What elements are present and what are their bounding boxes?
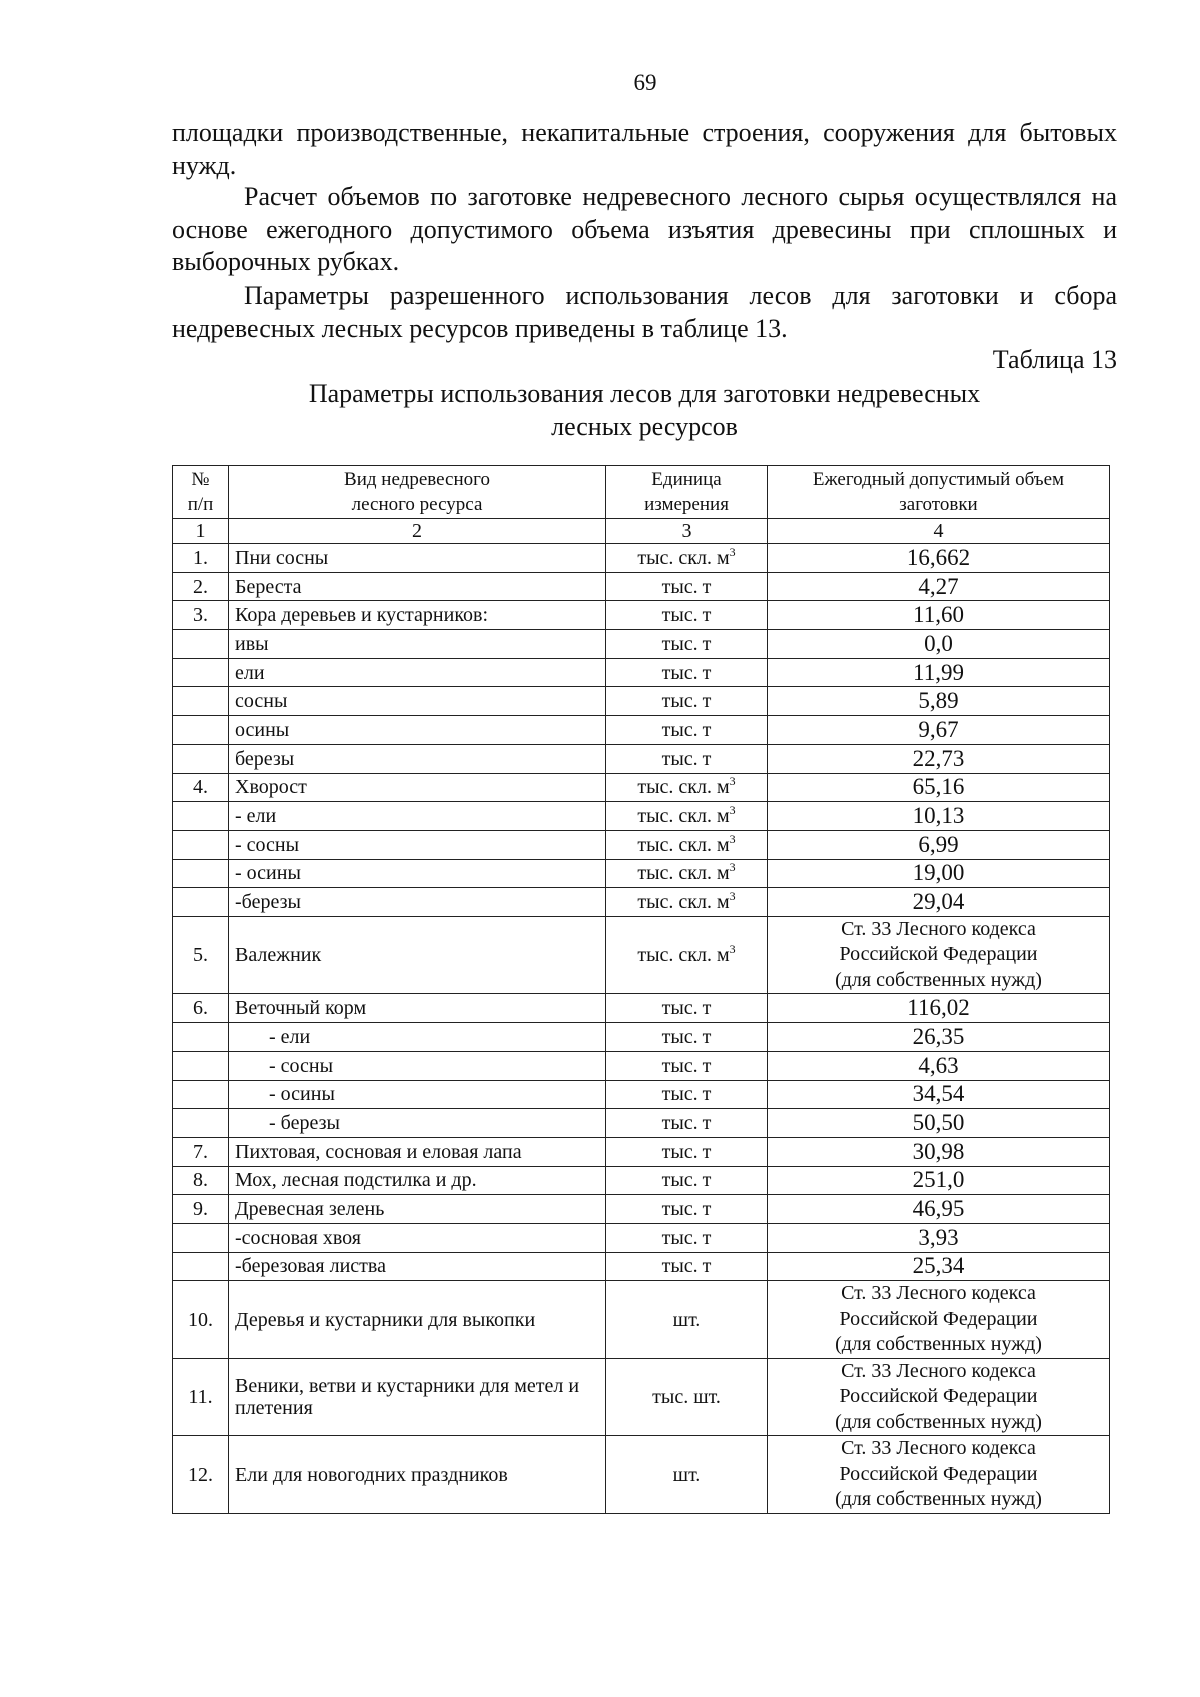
resource-name: - осины	[229, 1080, 606, 1109]
header-resource-type	[229, 466, 606, 519]
unit-cell	[606, 1281, 768, 1359]
column-number-row	[173, 519, 1110, 544]
annual-volume: 4,63	[768, 1051, 1110, 1080]
resource-name: Веточный корм	[229, 994, 606, 1023]
header-unit-line-1: Единица	[651, 469, 722, 490]
table-row	[173, 830, 1110, 859]
unit-cell	[606, 859, 768, 888]
unit-cell	[606, 1137, 768, 1166]
annual-volume: 26,35	[768, 1023, 1110, 1052]
resource-name: Кора деревьев и кустарников:	[229, 601, 606, 630]
page-number: 69	[633, 70, 657, 95]
volume-note	[768, 916, 1110, 994]
resource-name: Деревья и кустарники для выкопки	[229, 1281, 606, 1359]
row-number	[173, 630, 229, 659]
row-number: 2.	[173, 572, 229, 601]
header-annual-volume	[768, 466, 1110, 519]
row-number	[173, 802, 229, 831]
row-number: 8.	[173, 1166, 229, 1195]
row-number: 6.	[173, 994, 229, 1023]
column-number: 3	[606, 519, 768, 544]
unit-cell	[606, 687, 768, 716]
unit-cell	[606, 916, 768, 994]
annual-volume: 3,93	[768, 1223, 1110, 1252]
unit-text: тыс. т	[661, 604, 712, 627]
table-row	[173, 687, 1110, 716]
unit-cell	[606, 773, 768, 802]
note-line: Ст. 33 Лесного кодекса	[841, 1282, 1036, 1305]
table-row	[173, 1023, 1110, 1052]
table-title-line-2: лесных ресурсов	[551, 411, 738, 441]
table-row	[173, 802, 1110, 831]
unit-text: тыс. скл. м	[637, 805, 730, 828]
header-resource-line-1: Вид недревесного	[344, 469, 490, 490]
table-row	[173, 716, 1110, 745]
row-number	[173, 716, 229, 745]
unit-cell	[606, 1436, 768, 1514]
table-row	[173, 1109, 1110, 1138]
annual-volume: 22,73	[768, 744, 1110, 773]
table-row	[173, 888, 1110, 917]
resource-name: ивы	[229, 630, 606, 659]
note-line: (для собственных нужд)	[835, 1333, 1042, 1356]
annual-volume: 29,04	[768, 888, 1110, 917]
table-row	[173, 859, 1110, 888]
unit-text: тыс. скл. м	[637, 776, 730, 799]
table-row	[173, 1080, 1110, 1109]
unit-cell	[606, 994, 768, 1023]
unit-text: тыс. т	[661, 1140, 712, 1163]
unit-text: тыс. т	[661, 661, 712, 684]
unit-cell	[606, 1195, 768, 1224]
table-row	[173, 1137, 1110, 1166]
row-number	[173, 1223, 229, 1252]
annual-volume: 10,13	[768, 802, 1110, 831]
table-title	[172, 378, 1117, 443]
table-label: Таблица 13	[992, 345, 1117, 374]
table-row	[173, 744, 1110, 773]
resource-name: Древесная зелень	[229, 1195, 606, 1224]
unit-cell	[606, 1080, 768, 1109]
row-number: 12.	[173, 1436, 229, 1514]
annual-volume: 5,89	[768, 687, 1110, 716]
annual-volume: 6,99	[768, 830, 1110, 859]
table-row	[173, 572, 1110, 601]
row-number	[173, 658, 229, 687]
table-row	[173, 773, 1110, 802]
note-line: Ст. 33 Лесного кодекса	[841, 917, 1036, 940]
table-row	[173, 601, 1110, 630]
table-row	[173, 1223, 1110, 1252]
cube-superscript: 3	[729, 774, 736, 789]
annual-volume: 251,0	[768, 1166, 1110, 1195]
row-number	[173, 1051, 229, 1080]
header-number-line-1: №	[191, 469, 210, 490]
unit-cell	[606, 1166, 768, 1195]
unit-text: тыс. скл. м	[637, 891, 730, 914]
table-row	[173, 994, 1110, 1023]
note-line: Российской Федерации	[839, 943, 1038, 966]
resource-name: -березовая листва	[229, 1252, 606, 1281]
annual-volume: 116,02	[768, 994, 1110, 1023]
resource-name: сосны	[229, 687, 606, 716]
table-row	[173, 1436, 1110, 1514]
column-number: 4	[768, 519, 1110, 544]
resource-name: Валежник	[229, 916, 606, 994]
table-row	[173, 916, 1110, 994]
resource-name: -сосновая хвоя	[229, 1223, 606, 1252]
table-row	[173, 1051, 1110, 1080]
unit-cell	[606, 1051, 768, 1080]
unit-text: тыс. скл. м	[637, 944, 730, 967]
row-number: 5.	[173, 916, 229, 994]
row-number: 1.	[173, 544, 229, 573]
cube-superscript: 3	[729, 942, 736, 957]
row-number	[173, 687, 229, 716]
unit-cell	[606, 601, 768, 630]
unit-cell	[606, 1023, 768, 1052]
column-number: 1	[173, 519, 229, 544]
annual-volume: 34,54	[768, 1080, 1110, 1109]
unit-text: тыс. т	[661, 747, 712, 770]
unit-cell	[606, 1223, 768, 1252]
annual-volume: 11,60	[768, 601, 1110, 630]
row-number	[173, 1109, 229, 1138]
unit-text: тыс. т	[661, 1025, 712, 1048]
table-row	[173, 1195, 1110, 1224]
row-number	[173, 1080, 229, 1109]
table-header	[173, 466, 1110, 544]
unit-text: тыс. т	[661, 1226, 712, 1249]
unit-cell	[606, 830, 768, 859]
unit-text: тыс. скл. м	[637, 833, 730, 856]
annual-volume: 19,00	[768, 859, 1110, 888]
unit-cell	[606, 630, 768, 659]
row-number	[173, 744, 229, 773]
header-volume-line-1: Ежегодный допустимый объем	[812, 469, 1065, 490]
resource-name: - сосны	[229, 830, 606, 859]
resource-name: - ели	[229, 802, 606, 831]
unit-cell	[606, 888, 768, 917]
unit-text: шт.	[672, 1308, 701, 1331]
resource-name: - березы	[229, 1109, 606, 1138]
paragraph-3: Параметры разрешенного использования лесов для заготовки и сбора недревесных лесных ресурсов приведены в таблице 13.	[172, 281, 1117, 343]
resource-name: - осины	[229, 859, 606, 888]
resource-name: Пни сосны	[229, 544, 606, 573]
unit-text: шт.	[672, 1463, 701, 1486]
column-number: 2	[229, 519, 606, 544]
resources-table	[172, 465, 1110, 1514]
unit-cell	[606, 1252, 768, 1281]
annual-volume: 11,99	[768, 658, 1110, 687]
note-line: (для собственных нужд)	[835, 1410, 1042, 1433]
note-line: Российской Федерации	[839, 1307, 1038, 1330]
cube-superscript: 3	[729, 889, 736, 904]
header-volume-line-2: заготовки	[899, 494, 978, 515]
annual-volume: 50,50	[768, 1109, 1110, 1138]
header-unit-line-2: измерения	[644, 494, 729, 515]
resource-name: Пихтовая, сосновая и еловая лапа	[229, 1137, 606, 1166]
header-row	[173, 466, 1110, 519]
unit-text: тыс. скл. м	[637, 862, 730, 885]
unit-text: тыс. т	[661, 1054, 712, 1077]
annual-volume: 30,98	[768, 1137, 1110, 1166]
cube-superscript: 3	[729, 803, 736, 818]
unit-text: тыс. т	[661, 1169, 712, 1192]
unit-text: тыс. т	[661, 1083, 712, 1106]
row-number	[173, 1023, 229, 1052]
resource-name: Хворост	[229, 773, 606, 802]
row-number: 9.	[173, 1195, 229, 1224]
annual-volume: 0,0	[768, 630, 1110, 659]
header-number-line-2: п/п	[187, 494, 214, 515]
note-line: Ст. 33 Лесного кодекса	[841, 1359, 1036, 1382]
row-number: 4.	[173, 773, 229, 802]
header-resource-line-2: лесного ресурса	[351, 494, 483, 515]
resource-name: осины	[229, 716, 606, 745]
row-number: 7.	[173, 1137, 229, 1166]
unit-cell	[606, 544, 768, 573]
note-line: Российской Федерации	[839, 1462, 1038, 1485]
unit-text: тыс. т	[661, 632, 712, 655]
cube-superscript: 3	[729, 831, 736, 846]
annual-volume: 65,16	[768, 773, 1110, 802]
resource-name: Ели для новогодних праздников	[229, 1436, 606, 1514]
unit-cell	[606, 1358, 768, 1436]
table-row	[173, 1358, 1110, 1436]
volume-note	[768, 1281, 1110, 1359]
unit-text: тыс. т	[661, 997, 712, 1020]
unit-cell	[606, 572, 768, 601]
header-unit	[606, 466, 768, 519]
row-number: 11.	[173, 1358, 229, 1436]
note-line: Ст. 33 Лесного кодекса	[841, 1437, 1036, 1460]
row-number	[173, 1252, 229, 1281]
row-number	[173, 888, 229, 917]
unit-text: тыс. т	[661, 718, 712, 741]
note-line: Российской Федерации	[839, 1385, 1038, 1408]
unit-cell	[606, 716, 768, 745]
unit-cell	[606, 802, 768, 831]
unit-cell	[606, 744, 768, 773]
resource-name: ели	[229, 658, 606, 687]
unit-text: тыс. т	[661, 1255, 712, 1278]
unit-text: тыс. т	[661, 1112, 712, 1135]
resource-name: - ели	[229, 1023, 606, 1052]
volume-note	[768, 1358, 1110, 1436]
table-row	[173, 1252, 1110, 1281]
row-number	[173, 859, 229, 888]
resource-name: Береста	[229, 572, 606, 601]
paragraph-2: Расчет объемов по заготовке недревесного лесного сырья осуществлялся на основе ежегодного допустимого объема изъятия древесины при сплошных и выборочных рубках.	[172, 182, 1117, 276]
resource-name: Мох, лесная подстилка и др.	[229, 1166, 606, 1195]
resource-name: Веники, ветви и кустарники для метел и плетения	[229, 1358, 606, 1436]
annual-volume: 4,27	[768, 572, 1110, 601]
row-number	[173, 830, 229, 859]
resource-name: -березы	[229, 888, 606, 917]
paragraph-1: площадки производственные, некапитальные строения, сооружения для бытовых нужд.	[172, 118, 1117, 180]
note-line: (для собственных нужд)	[835, 968, 1042, 991]
table-body	[173, 544, 1110, 1514]
note-line: (для собственных нужд)	[835, 1488, 1042, 1511]
unit-cell	[606, 1109, 768, 1138]
unit-text: тыс. шт.	[652, 1386, 721, 1409]
cube-superscript: 3	[729, 544, 736, 559]
table-row	[173, 544, 1110, 573]
table-row	[173, 630, 1110, 659]
annual-volume: 9,67	[768, 716, 1110, 745]
annual-volume: 25,34	[768, 1252, 1110, 1281]
unit-text: тыс. скл. м	[637, 546, 730, 569]
annual-volume: 46,95	[768, 1195, 1110, 1224]
unit-text: тыс. т	[661, 575, 712, 598]
unit-text: тыс. т	[661, 1198, 712, 1221]
unit-cell	[606, 658, 768, 687]
cube-superscript: 3	[729, 860, 736, 875]
header-number	[173, 466, 229, 519]
row-number: 10.	[173, 1281, 229, 1359]
table-row	[173, 1166, 1110, 1195]
table-row	[173, 658, 1110, 687]
table-title-line-1: Параметры использования лесов для заготовки недревесных	[308, 379, 981, 408]
resource-name: березы	[229, 744, 606, 773]
unit-text: тыс. т	[661, 690, 712, 713]
volume-note	[768, 1436, 1110, 1514]
row-number: 3.	[173, 601, 229, 630]
resource-name: - сосны	[229, 1051, 606, 1080]
table-row	[173, 1281, 1110, 1359]
annual-volume: 16,662	[768, 544, 1110, 573]
